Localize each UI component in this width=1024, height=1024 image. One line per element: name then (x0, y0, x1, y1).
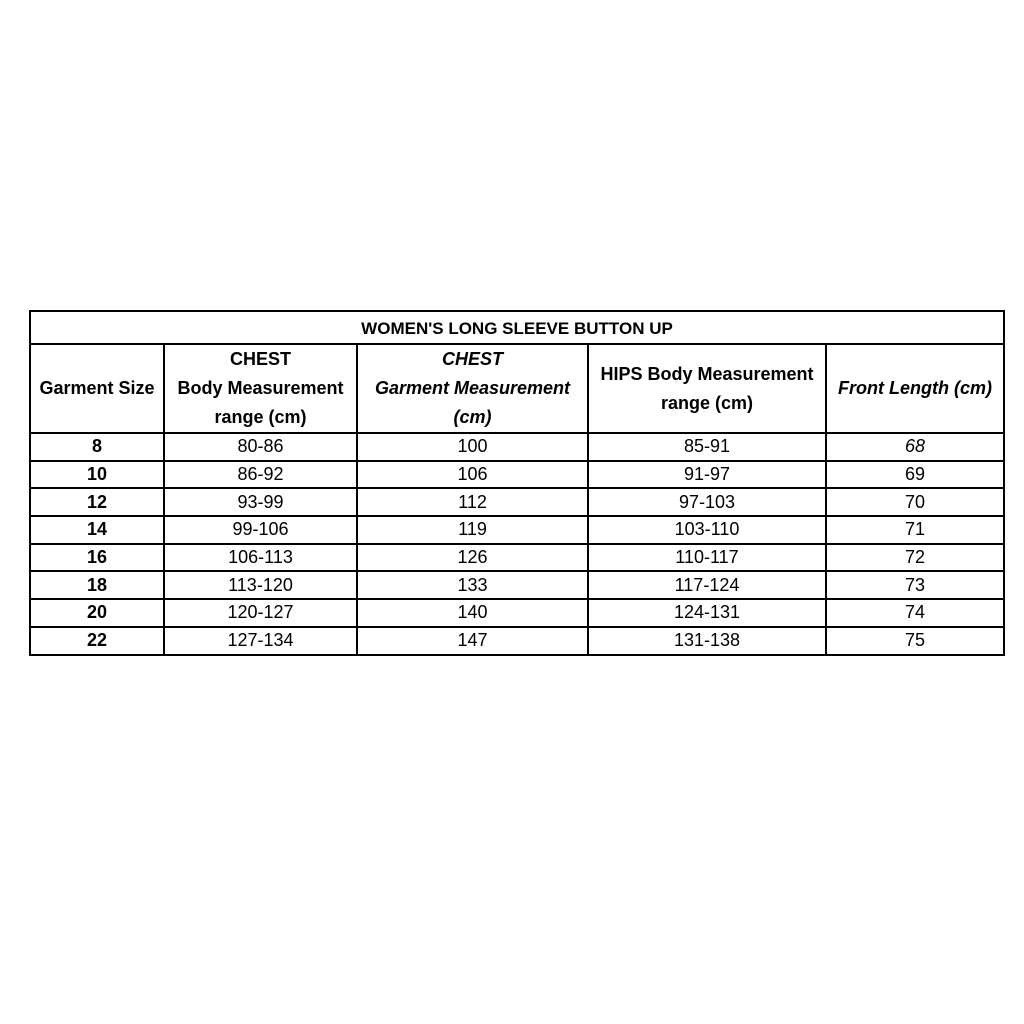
cell-chest-garment: 100 (357, 433, 588, 461)
cell-front-length: 74 (826, 599, 1004, 627)
cell-chest-body: 86-92 (164, 461, 357, 489)
cell-chest-garment: 140 (357, 599, 588, 627)
cell-hips: 85-91 (588, 433, 826, 461)
cell-chest-body: 99-106 (164, 516, 357, 544)
cell-size: 22 (30, 627, 164, 655)
header-chest-garment-line2: Garment Measurement (374, 378, 571, 398)
cell-front-length: 70 (826, 488, 1004, 516)
cell-chest-garment: 126 (357, 544, 588, 572)
cell-front-length: 75 (826, 627, 1004, 655)
table-row (30, 627, 1004, 655)
cell-size: 10 (30, 461, 164, 489)
cell-hips: 117-124 (588, 571, 826, 599)
cell-front-length: 68 (826, 433, 1004, 461)
cell-size: 16 (30, 544, 164, 572)
size-chart-table (29, 310, 1005, 656)
table-title: WOMEN'S LONG SLEEVE BUTTON UP (30, 311, 1004, 344)
cell-chest-garment: 106 (357, 461, 588, 489)
cell-front-length: 73 (826, 571, 1004, 599)
cell-chest-garment: 147 (357, 627, 588, 655)
header-chest-garment-line3: (cm) (453, 407, 492, 427)
table-row (30, 461, 1004, 489)
cell-chest-body: 127-134 (164, 627, 357, 655)
header-chest-body-line2: Body Measurement (177, 378, 344, 398)
cell-chest-garment: 119 (357, 516, 588, 544)
cell-chest-body: 106-113 (164, 544, 357, 572)
table-row (30, 516, 1004, 544)
cell-chest-body: 93-99 (164, 488, 357, 516)
cell-size: 18 (30, 571, 164, 599)
table-row (30, 571, 1004, 599)
header-hips (588, 344, 826, 433)
table-row (30, 599, 1004, 627)
cell-front-length: 71 (826, 516, 1004, 544)
table-row (30, 488, 1004, 516)
cell-chest-body: 80-86 (164, 433, 357, 461)
cell-hips: 97-103 (588, 488, 826, 516)
cell-chest-body: 113-120 (164, 571, 357, 599)
header-chest-body-line1: CHEST (229, 349, 291, 369)
cell-size: 20 (30, 599, 164, 627)
table-row (30, 433, 1004, 461)
cell-front-length: 69 (826, 461, 1004, 489)
size-chart (29, 310, 1003, 656)
cell-hips: 131-138 (588, 627, 826, 655)
header-garment-size: Garment Size (30, 344, 164, 433)
cell-hips: 110-117 (588, 544, 826, 572)
cell-hips: 91-97 (588, 461, 826, 489)
cell-hips: 124-131 (588, 599, 826, 627)
cell-size: 14 (30, 516, 164, 544)
cell-chest-garment: 112 (357, 488, 588, 516)
header-chest-garment-line1: CHEST (441, 349, 503, 369)
table-row (30, 544, 1004, 572)
cell-front-length: 72 (826, 544, 1004, 572)
cell-size: 12 (30, 488, 164, 516)
cell-chest-garment: 133 (357, 571, 588, 599)
cell-chest-body: 120-127 (164, 599, 357, 627)
cell-size: 8 (30, 433, 164, 461)
header-chest-garment (357, 344, 588, 433)
cell-hips: 103-110 (588, 516, 826, 544)
header-chest-body (164, 344, 357, 433)
header-chest-body-line3: range (cm) (214, 407, 307, 427)
header-hips-line2: range (cm) (660, 392, 754, 413)
header-hips-line1: HIPS Body Measurement (600, 363, 814, 384)
header-front-length: Front Length (cm) (826, 344, 1004, 433)
